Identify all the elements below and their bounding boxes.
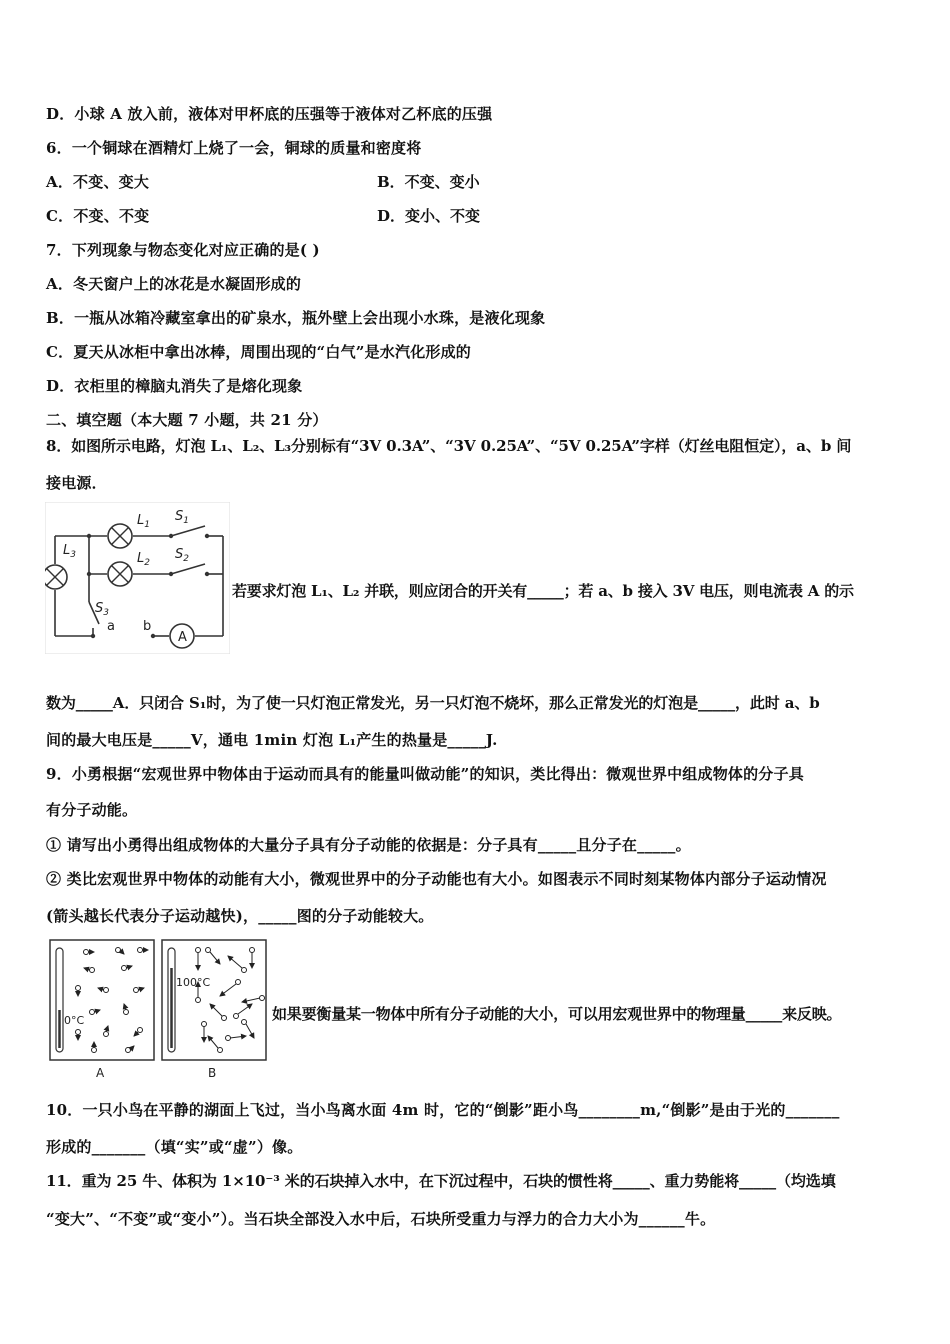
q7-option-d: D．衣柜里的樟脑丸消失了是熔化现象 xyxy=(46,377,303,395)
q9-line1: 9．小勇根据“宏观世界中物体由于运动而具有的能量叫做动能”的知识，类比得出：微观世界中组成物体的分子具 xyxy=(46,765,804,783)
q6-option-d: D．变小、不变 xyxy=(377,207,481,225)
q7-stem: 7．下列现象与物态变化对应正确的是( ) xyxy=(46,241,320,259)
ammeter-label: A xyxy=(178,630,187,645)
q8-line3: 数为_____A．只闭合 S₁时，为了使一只灯泡正常发光，另一只灯泡不烧坏，那么正常发光的灯泡是_____，此时 a、b xyxy=(46,694,820,712)
fig-label-b: B xyxy=(208,1066,217,1080)
q8-circuit-diagram xyxy=(45,502,230,654)
q7-option-c: C．夏天从冰柜中拿出冰棒，周围出现的“白气”是水汽化形成的 xyxy=(46,343,471,361)
q10-line2: 形成的_______（填“实”或“虚”）像。 xyxy=(46,1138,303,1156)
temp-a: 0°C xyxy=(64,1014,85,1027)
label-b: b xyxy=(143,619,152,634)
q6-option-c: C．不变、不变 xyxy=(46,207,150,225)
section-title: 二、填空题（本大题 7 小题，共 21 分） xyxy=(46,411,328,429)
q8-line2: 接电源． xyxy=(46,474,107,492)
q9-line3: ① 请写出小勇得出组成物体的大量分子具有分子动能的依据是：分子具有_____且分子在_____。 xyxy=(46,836,691,854)
q6-stem: 6．一个铜球在酒精灯上烧了一会，铜球的质量和密度将 xyxy=(46,139,422,157)
q9-line5: (箭头越长代表分子运动越快)，_____图的分子动能较大。 xyxy=(46,907,434,925)
q8-side-text: 若要求灯泡 L₁、L₂ 并联，则应闭合的开关有_____；若 a、b 接入 3V 电压，则电流表 A 的示 xyxy=(232,582,854,600)
q7-option-b: B．一瓶从冰箱冷藏室拿出的矿泉水，瓶外壁上会出现小水珠，是液化现象 xyxy=(46,309,546,327)
label-s1: $S_1$ xyxy=(175,509,189,526)
label-a: a xyxy=(107,619,115,634)
q10-line1: 10．一只小鸟在平静的湖面上飞过，当小鸟离水面 4m 时，它的“倒影”距小鸟________m,“倒影”是由于光的_______ xyxy=(46,1101,840,1119)
q8-line4: 间的最大电压是_____V，通电 1min 灯泡 L₁产生的热量是_____J. xyxy=(46,731,498,749)
q9-molecule-figures xyxy=(48,938,270,1082)
q6-option-b: B．不变、变小 xyxy=(377,173,480,191)
label-s2: $S_2$ xyxy=(175,547,189,564)
q11-line1: 11．重为 25 牛、体积为 1×10⁻³ 米的石块掉入水中，在下沉过程中，石块的惯性将_____、重力势能将_____（均选填 xyxy=(46,1172,836,1190)
q11-line2: “变大”、“不变”或“变小”）。当石块全部没入水中后，石块所受重力与浮力的合力大小为______牛。 xyxy=(46,1210,716,1228)
label-l3: $L_3$ xyxy=(63,543,76,560)
q8-line1: 8．如图所示电路，灯泡 L₁、L₂、L₃分别标有“3V 0.3A”、“3V 0.25A”、“5V 0.25A”字样（灯丝电阻恒定），a、b 间 xyxy=(46,437,852,455)
fig-label-a: A xyxy=(96,1066,105,1080)
q9-line4: ② 类比宏观世界中物体的动能有大小，微观世界中的分子动能也有大小。如图表示不同时刻某物体内部分子运动情况 xyxy=(46,870,827,888)
q6-option-a: A．不变、变大 xyxy=(46,173,150,191)
q7-option-a: A．冬天窗户上的冰花是水凝固形成的 xyxy=(46,275,302,293)
label-s3: $S_3$ xyxy=(95,601,109,618)
temp-b: 100°C xyxy=(176,976,211,989)
q9-line2: 有分子动能。 xyxy=(46,801,138,819)
q5-option-d: D．小球 A 放入前，液体对甲杯底的压强等于液体对乙杯底的压强 xyxy=(46,105,493,123)
label-l1: $L_1$ xyxy=(137,513,150,530)
label-l2: $L_2$ xyxy=(137,551,150,568)
q9-side-text: 如果要衡量某一物体中所有分子动能的大小，可以用宏观世界中的物理量_____来反映。 xyxy=(272,1005,842,1023)
